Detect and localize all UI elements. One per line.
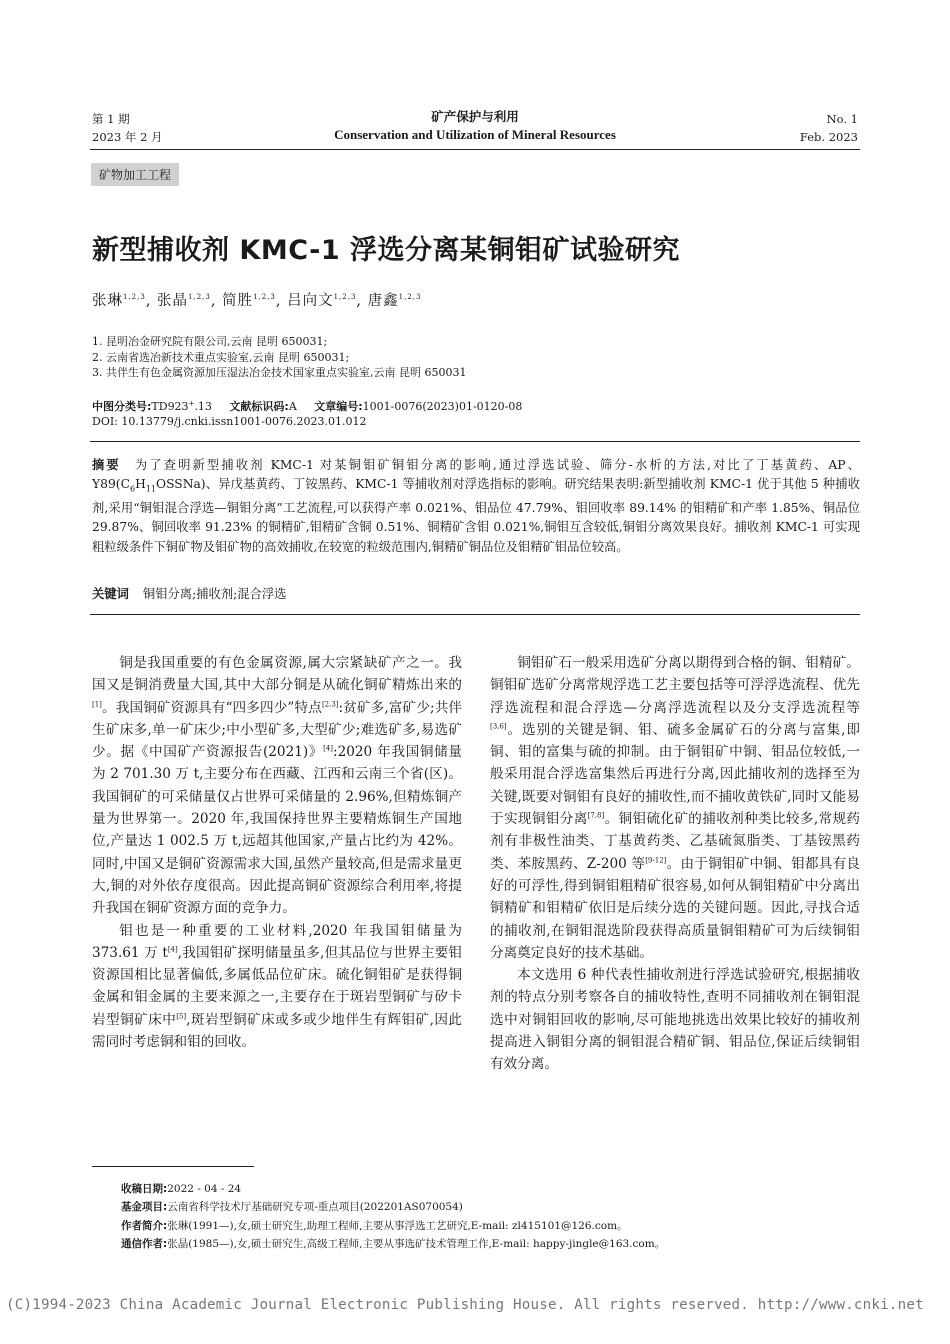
author-affil-sup: 1,2,3 bbox=[398, 293, 422, 302]
issue-date-cn: 2023 年 2 月 bbox=[92, 130, 163, 144]
author-name: 唐鑫 bbox=[367, 293, 399, 309]
footnote-label: 作者简介: bbox=[121, 1219, 168, 1232]
header-right bbox=[800, 110, 858, 146]
citation: [4] bbox=[167, 945, 178, 954]
copyright-notice: (C)1994-2023 China Academic Journal Electronic Publishing House. All rights reserved. http://www.cnki.net bbox=[6, 1297, 924, 1313]
keywords-label: 关键词 bbox=[92, 587, 129, 601]
body-column-right bbox=[490, 652, 860, 1076]
author-affil-sup: 1,2,3 bbox=[253, 293, 276, 302]
article-no-value: 1001-0076(2023)01-0120-08 bbox=[362, 400, 523, 413]
classification-line bbox=[92, 399, 522, 414]
affiliation-item: 2. 云南省选冶新技术重点实验室,云南 昆明 650031; bbox=[92, 350, 350, 364]
body-text: 。我国铜矿资源具有“四多四少”特点 bbox=[101, 699, 322, 716]
footnotes bbox=[121, 1180, 861, 1254]
abstract-sub: 6 bbox=[129, 484, 136, 494]
meta-rule bbox=[90, 441, 860, 442]
author-affil-sup: 1,2,3 bbox=[333, 293, 357, 302]
body-text: :贫矿多,富矿少;共伴生矿床多,单一矿床少;中小型矿多,大型矿少;难选矿多,易选矿少。据《中国矿产资源报告(2021)》 bbox=[92, 699, 462, 761]
keywords-value: 铜钼分离;捕收剂;混合浮选 bbox=[142, 587, 287, 601]
footnote-corresponding bbox=[121, 1235, 861, 1253]
abstract-rule bbox=[90, 614, 860, 615]
author-list: 张琳$^{1,2,3}$, 张晶$^{1,2,3}$, 简胜$^{1,2,3}$, 吕向文$^{1,2,3}$, 唐鑫$^{1,2,3}$ bbox=[92, 293, 422, 309]
footnote-funding bbox=[121, 1198, 861, 1216]
doccode-value: A bbox=[288, 400, 297, 413]
footnote-label: 通信作者: bbox=[121, 1238, 168, 1251]
abstract-text: OSSNa)、异戊基黄药、丁铵黑药、KMC-1 等捕收剂对浮选指标的影响。研究结果表明:新型捕收剂 KMC-1 优于其他 5 种捕收剂,采用“铜钼混合浮选—铜钼分离”工艺流程,可以获得产率 0.021%、钼品位 47.79%、钼回收率 89.14% 的钼精矿和产率 1.85%、铜品位 29.87%、铜回收率 91.23% 的铜精矿,钼精矿含铜 0.51%、铜精矿含钼 0.021%,铜钼互含较低,铜钼分离效果良好。捕收剂 KMC-1 可实现粗粒级条件下铜矿物及钼矿物的高效捕收,在较宽的粒级范围内,铜精矿铜品位及钼精矿钼品位较高。 bbox=[92, 477, 860, 554]
abstract-label: 摘要 bbox=[92, 458, 121, 472]
paper-title: 新型捕收剂 KMC-1 浮选分离某铜钼矿试验研究 bbox=[92, 235, 681, 266]
keywords bbox=[92, 585, 860, 604]
footnote-received bbox=[121, 1180, 861, 1198]
abstract bbox=[92, 456, 860, 557]
abstract-sub: 11 bbox=[145, 484, 156, 494]
citation: [3,6] bbox=[490, 722, 507, 731]
body-text: 。铜钼硫化矿的捕收剂种类比较多,常规药剂有非极性油类、丁基黄药类、乙基硫氮脂类、丁基铵黑药类、苯胺黑药、Z-200 等 bbox=[490, 811, 860, 872]
footnote-value: 2022 - 04 - 24 bbox=[167, 1183, 242, 1195]
body-text: 铜是我国重要的有色金属资源,属大宗紧缺矿产之一。我国又是铜消费量大国,其中大部分铜是从硫化铜矿精炼出来的 bbox=[92, 655, 462, 694]
citation: [7,8] bbox=[587, 811, 605, 820]
author-affil-sup: 1,2,3 bbox=[123, 293, 146, 302]
clc-suffix: .13 bbox=[194, 400, 212, 413]
body-text: 。选别的关键是铜、钼、硫多金属矿石的分离与富集,即铜、钼的富集与硫的抑制。由于铜钼矿中铜、钼品位较低,一般采用混合浮选富集然后再进行分离,因此捕收剂的选择至为关键,既要对铜钼有良好的捕收性,而不捕收黄铁矿,同时又能易于实现铜钼分离 bbox=[490, 721, 860, 828]
body-text: ,斑岩型铜矿床或多或少地伴生有辉钼矿,因此需同时考虑铜和钼的回收。 bbox=[92, 1011, 462, 1051]
body-text: 钼也是一种重要的工业材料,2020 年我国钼储量为 373.61 万 t bbox=[92, 922, 462, 961]
clc-sup: + bbox=[188, 399, 195, 408]
footnote-author-bio bbox=[121, 1217, 861, 1235]
journal-name-cn: 矿产保护与利用 bbox=[431, 109, 519, 124]
body-text: 铜钼矿石一般采用选矿分离以期得到合格的铜、钼精矿。铜钼矿选矿分离常规浮选工艺主要包括等可浮浮选流程、优先浮选流程和混合浮选—分离浮选流程以及分支浮选流程等 bbox=[490, 655, 860, 716]
body-paragraph bbox=[92, 920, 462, 1054]
footnote-value: 张琳(1991—),女,硕士研究生,助理工程师,主要从事浮选工艺研究,E-mail: zl415101@126.com。 bbox=[167, 1219, 628, 1232]
body-text: 本文选用 6 种代表性捕收剂进行浮选试验研究,根据捕收剂的特点分别考察各自的捕收特性,查明不同捕收剂在铜钼混选中对铜钼回收的影响,尽可能地挑选出效果比较好的捕收剂提高进入铜钼分离的铜钼混合精矿铜、钼品位,保证后续铜钼有效分离。 bbox=[490, 967, 860, 1073]
issue-date-en: Feb. 2023 bbox=[799, 130, 858, 144]
body-text: ,我国钼矿探明储量虽多,但其品位与世界主要钼资源国相比显著偏低,多属低品位矿床。硫化铜钼矿是获得铜金属和钼金属的主要来源之一,主要存在于斑岩型铜矿与矽卡岩型铜矿床中 bbox=[92, 944, 463, 1028]
section-tag: 矿物加工工程 bbox=[91, 163, 179, 186]
body-paragraph bbox=[490, 964, 860, 1075]
author-name: 简胜 bbox=[222, 293, 254, 309]
issue-number-en: No. 1 bbox=[826, 112, 858, 126]
issue-number-cn: 第 1 期 bbox=[92, 112, 130, 126]
affiliation-item: 3. 共伴生有色金属资源加压湿法冶金技术国家重点实验室,云南 昆明 650031 bbox=[92, 366, 467, 379]
author-name: 张琳 bbox=[92, 293, 123, 309]
citation: [9-12] bbox=[645, 856, 667, 865]
journal-name-en: Conservation and Utilization of Mineral Resources bbox=[334, 127, 616, 142]
article-no-label: 文章编号: bbox=[314, 400, 363, 413]
abstract-text: 为了查明新型捕收剂 KMC-1 对某铜钼矿铜钼分离的影响,通过浮选试验、筛分-水析的方法,对比了丁基黄药、AP、Y89(C bbox=[92, 458, 860, 492]
body-text: 。由于铜钼矿中铜、钼都具有良好的可浮性,得到铜钼粗精矿很容易,如何从铜钼精矿中分离出铜精矿和钼精矿依旧是后续分选的关键问题。因此,寻找合适的捕收剂,在铜钼混选阶段获得高质量铜钼精矿可为后续铜钼分离奠定良好的技术基础。 bbox=[490, 855, 861, 961]
doi: DOI: 10.13779/j.cnki.issn1001-0076.2023.01.012 bbox=[92, 415, 367, 428]
footnote-label: 基金项目: bbox=[121, 1201, 168, 1214]
clc-value: TD923 bbox=[151, 400, 189, 413]
author-name: 吕向文 bbox=[287, 293, 334, 309]
footnote-value: 张晶(1985—),女,硕士研究生,高级工程师,主要从事选矿技术管理工作,E-mail: happy-jingle@163.com。 bbox=[167, 1238, 666, 1251]
citation: [2,3] bbox=[321, 700, 339, 709]
footnote-rule bbox=[92, 1166, 254, 1167]
footnote-label: 收稿日期: bbox=[121, 1183, 168, 1195]
body-text: :2020 年我国铜储量为 2 701.30 万 t,主要分布在西藏、江西和云南三个省(区)。我国铜矿的可采储量仅占世界可采储量的 2.96%,但精炼铜产量为世界第一。2020 年,我国保持世界主要精炼铜生产国地位,产量达 1 002.5 万 t,远超其他国家,产量占比约为 42%。同时,中国又是铜矿资源需求大国,虽然产量较高,但是需求量更大,铜的对外依存度很高。因此提高铜矿资源综合利用率,将提升我国在铜矿资源方面的竞争力。 bbox=[92, 744, 463, 917]
header-rule bbox=[90, 149, 860, 150]
header-left bbox=[92, 110, 163, 146]
author-name: 张晶 bbox=[157, 293, 189, 309]
clc-label: 中图分类号: bbox=[92, 400, 152, 413]
body-paragraph bbox=[490, 652, 860, 964]
affiliation-item: 1. 昆明冶金研究院有限公司,云南 昆明 650031; bbox=[92, 335, 328, 348]
body-column-left bbox=[92, 652, 462, 1053]
citation: [5] bbox=[176, 1012, 187, 1021]
citation: [4] bbox=[323, 744, 334, 753]
journal-header bbox=[250, 108, 700, 144]
abstract-text: H bbox=[135, 477, 146, 492]
citation: [1] bbox=[92, 700, 102, 709]
doccode-label: 文献标识码: bbox=[229, 400, 289, 413]
body-paragraph bbox=[92, 652, 462, 920]
author-affil-sup: 1,2,3 bbox=[188, 293, 211, 302]
affiliations bbox=[92, 334, 466, 381]
article-meta bbox=[92, 399, 522, 429]
footnote-value: 云南省科学技术厅基础研究专项-重点项目(202201AS070054) bbox=[167, 1201, 463, 1214]
